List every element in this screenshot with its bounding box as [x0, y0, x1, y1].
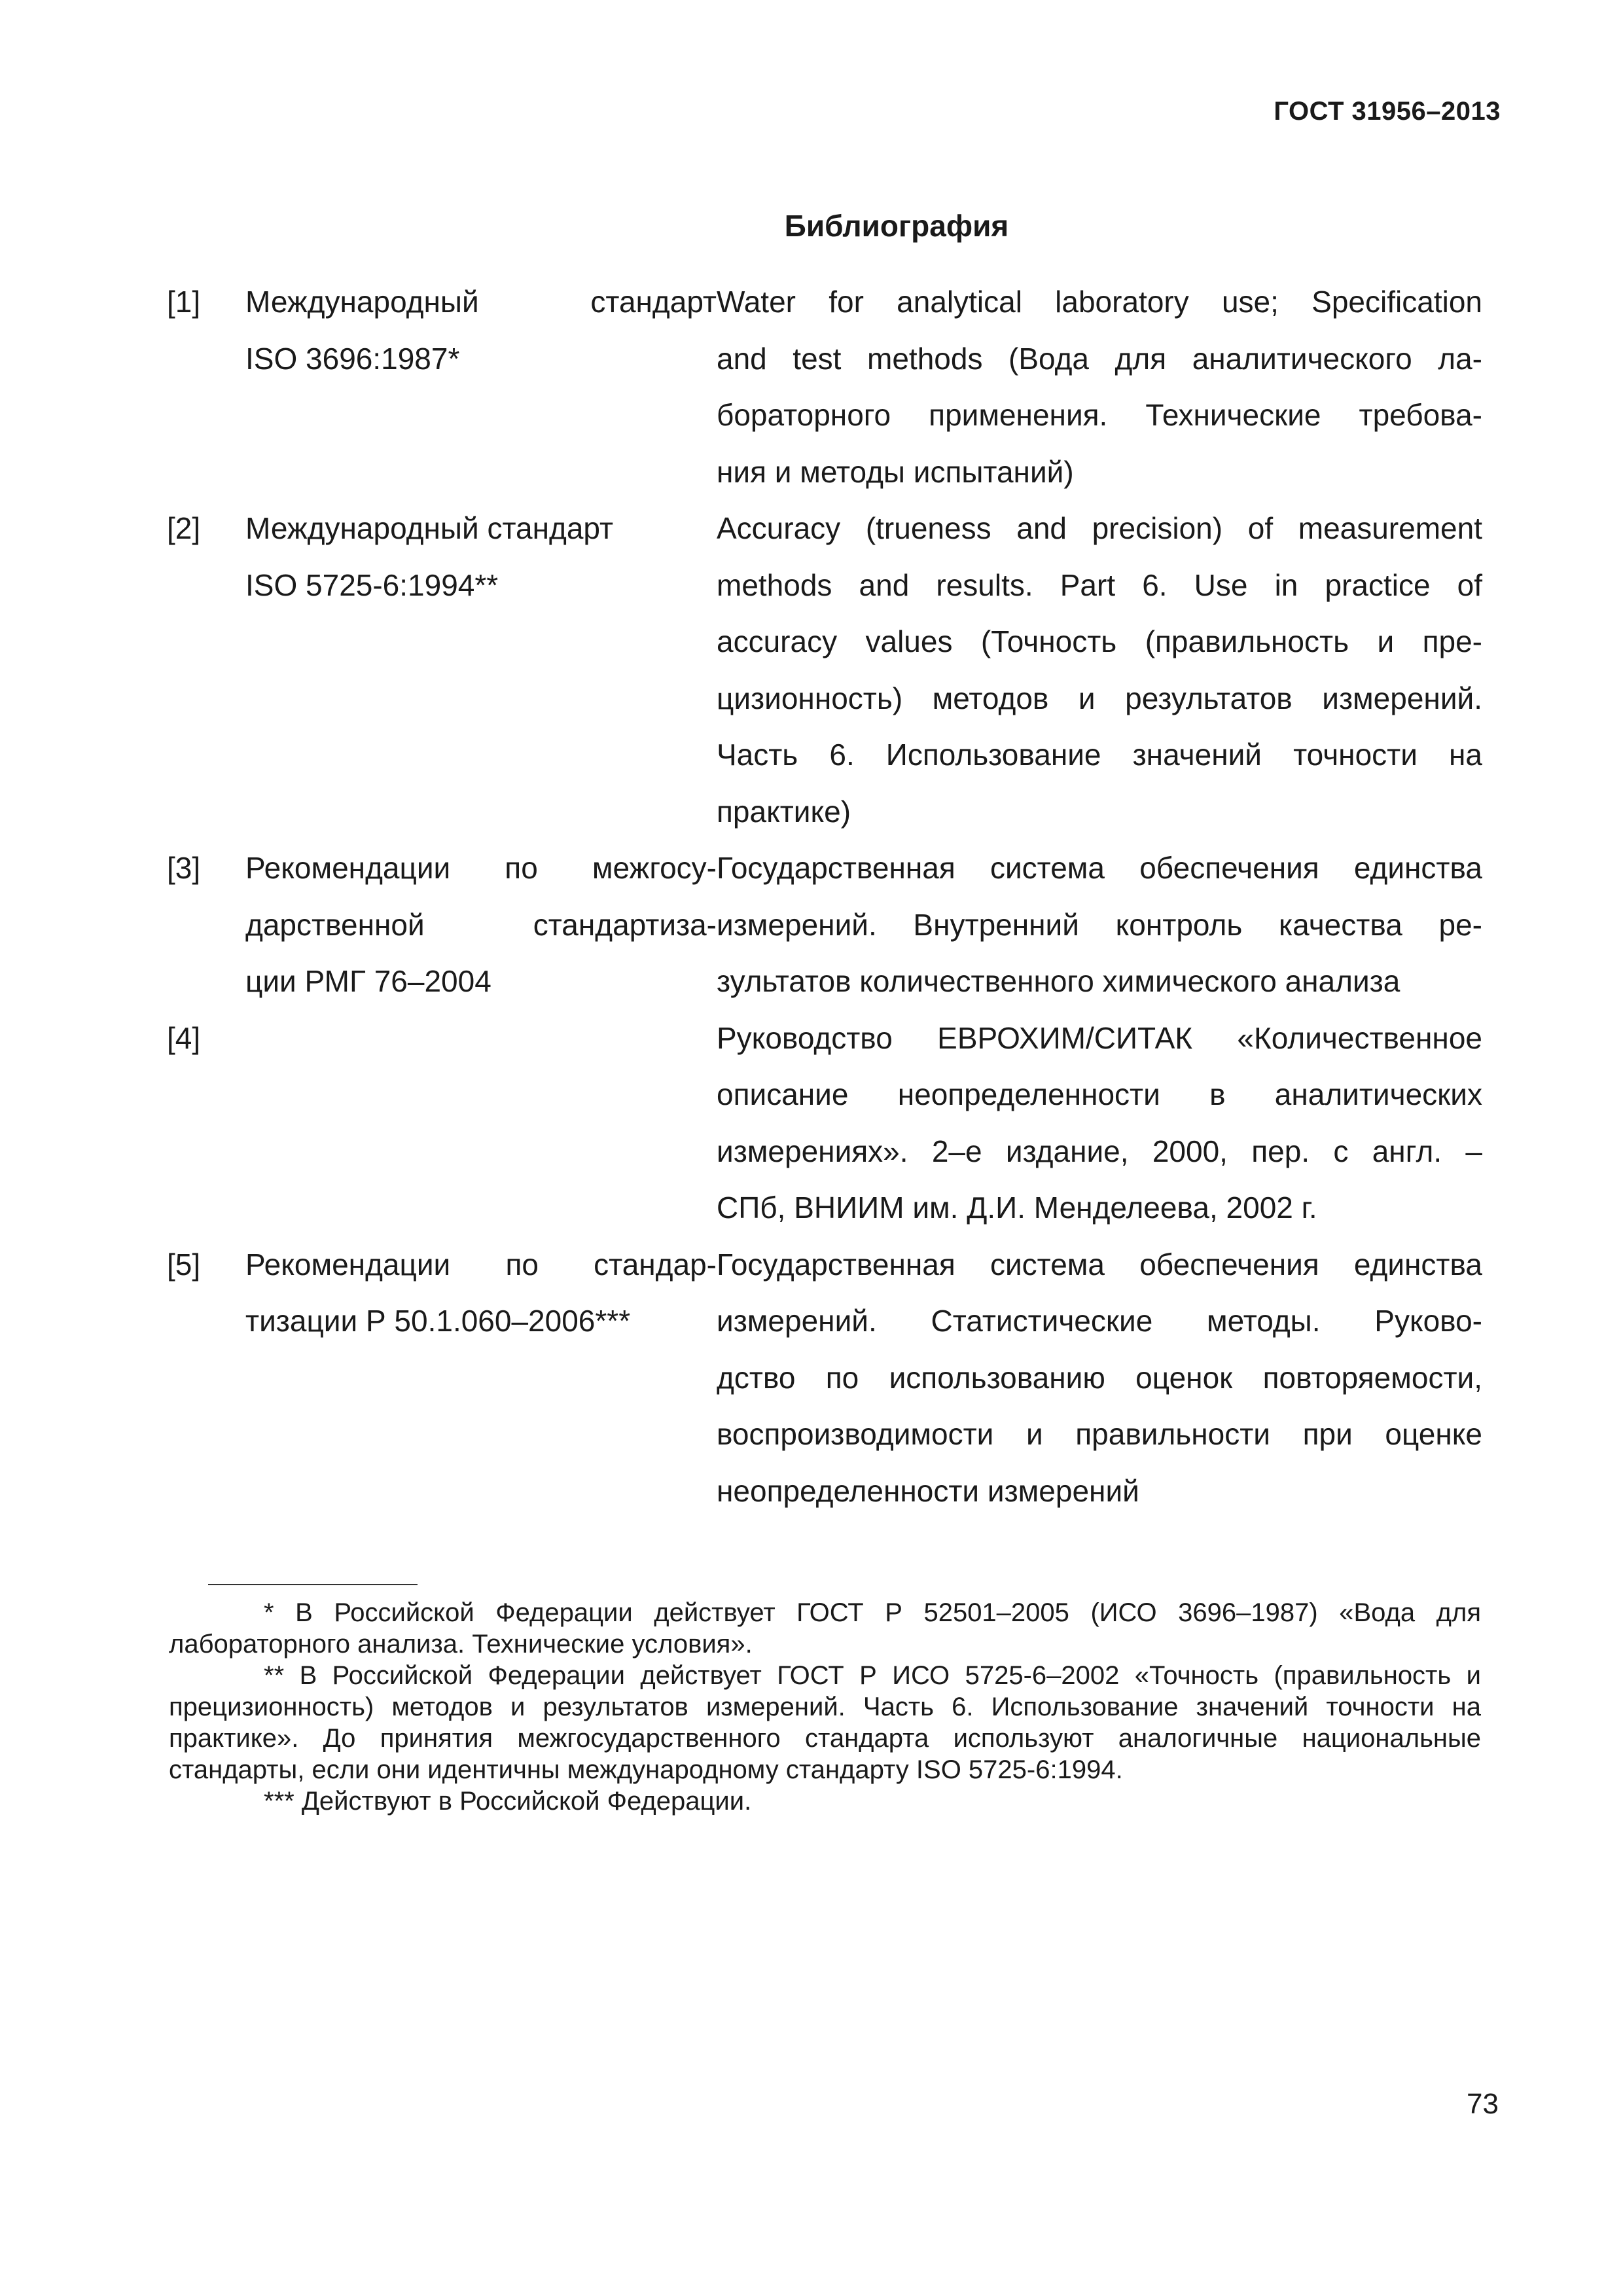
- entry-desc-line: измерений. Статистические методы. Руково-: [717, 1304, 1482, 1338]
- bibliography-entry: [167, 1236, 1482, 1520]
- entry-source-line: Международный стандарт: [245, 511, 614, 545]
- footnote: * В Российской Федерации действует ГОСТ Р 52501–2005 (ИСО 3696–1987) «Вода для лабораторного анализа. Технические условия».: [169, 1598, 1481, 1659]
- entry-source-line: тизации Р 50.1.060–2006***: [245, 1304, 631, 1338]
- entry-desc-line: измерений. Внутренний контроль качества ре-: [717, 907, 1482, 942]
- entry-desc-line: практике): [717, 794, 851, 829]
- entry-description: [717, 1010, 1482, 1236]
- entry-number: [5]: [167, 1247, 201, 1282]
- entry-desc-line: бораторного применения. Технические требова-: [717, 398, 1482, 432]
- entry-source-line: Рекомендации по межгосу-: [245, 851, 717, 885]
- entry-desc-line: Государственная система обеспечения единства: [717, 851, 1482, 885]
- footnote-divider: [208, 1584, 418, 1585]
- entry-desc-line: Часть 6. Использование значений точности на: [717, 738, 1482, 772]
- entry-desc-line: Государственная система обеспечения единства: [717, 1247, 1482, 1282]
- bibliography-entry: [167, 1010, 1482, 1236]
- entry-source-line: ции РМГ 76–2004: [245, 964, 491, 998]
- entry-number: [2]: [167, 511, 201, 545]
- entry-desc-line: accuracy values (Точность (правильность и пре-: [717, 624, 1482, 658]
- entry-desc-line: methods and results. Part 6. Use in practice of: [717, 567, 1482, 602]
- footnote: ** В Российской Федерации действует ГОСТ Р ИСО 5725-6–2002 «Точность (правильность и прецизионность) методов и результатов измерений. Часть 6. Использование значений точности на практике». До принятия межгосударственного стандарта используют аналогичные национальные стандарты, если они идентичны международному стандарту ISO 5725-6:1994.: [169, 1661, 1481, 1784]
- entry-description: [717, 500, 1482, 840]
- bibliography-entry: [167, 840, 1482, 1010]
- entry-desc-line: неопределенности измерений: [717, 1473, 1139, 1508]
- entry-source-line: Международный стандарт: [245, 285, 717, 319]
- entry-description: [717, 840, 1482, 1010]
- entry-desc-line: and test methods (Вода для аналитического ла-: [717, 341, 1482, 376]
- bibliography-entry: [167, 500, 1482, 840]
- entry-source: [245, 1236, 717, 1520]
- entry-number: [1]: [167, 285, 201, 319]
- entry-desc-line: Accuracy (trueness and precision) of measurement: [717, 511, 1482, 545]
- document-code: ГОСТ 31956–2013: [1274, 97, 1501, 126]
- entry-source-line: ISO 5725-6:1994**: [245, 567, 499, 602]
- entry-desc-line: зультатов количественного химического анализа: [717, 964, 1400, 998]
- entry-number: [4]: [167, 1020, 201, 1055]
- entry-desc-line: Руководство ЕВРОХИМ/СИТАК «Количественное: [717, 1020, 1482, 1055]
- entry-source-line: дарственной стандартиза-: [245, 907, 717, 942]
- entry-description: [717, 1236, 1482, 1520]
- entry-source: [245, 1010, 717, 1236]
- entry-description: [717, 274, 1482, 500]
- entry-desc-line: дство по использованию оценок повторяемости,: [717, 1360, 1482, 1395]
- page-number: 73: [1467, 2088, 1499, 2120]
- entry-source: [245, 274, 717, 500]
- entry-source-line: Рекомендации по стандар-: [245, 1247, 717, 1282]
- entry-desc-line: описание неопределенности в аналитических: [717, 1077, 1482, 1111]
- bibliography-list: [167, 274, 1482, 1519]
- entry-desc-line: СПб, ВНИИМ им. Д.И. Менделеева, 2002 г.: [717, 1191, 1317, 1225]
- page-title: Библиография: [784, 209, 1009, 243]
- entry-desc-line: Water for analytical laboratory use; Specification: [717, 285, 1482, 319]
- entry-source: [245, 500, 717, 840]
- entry-desc-line: цизионность) методов и результатов измерений.: [717, 681, 1482, 715]
- entry-source: [245, 840, 717, 1010]
- entry-number: [3]: [167, 851, 201, 885]
- footnotes: [169, 1597, 1481, 1817]
- entry-desc-line: ния и методы испытаний): [717, 454, 1074, 489]
- entry-source-line: ISO 3696:1987*: [245, 341, 460, 376]
- footnote: *** Действуют в Российской Федерации.: [264, 1787, 752, 1816]
- entry-desc-line: воспроизводимости и правильности при оценке: [717, 1417, 1482, 1451]
- bibliography-entry: [167, 274, 1482, 500]
- entry-desc-line: измерениях». 2–е издание, 2000, пер. с англ. –: [717, 1134, 1482, 1168]
